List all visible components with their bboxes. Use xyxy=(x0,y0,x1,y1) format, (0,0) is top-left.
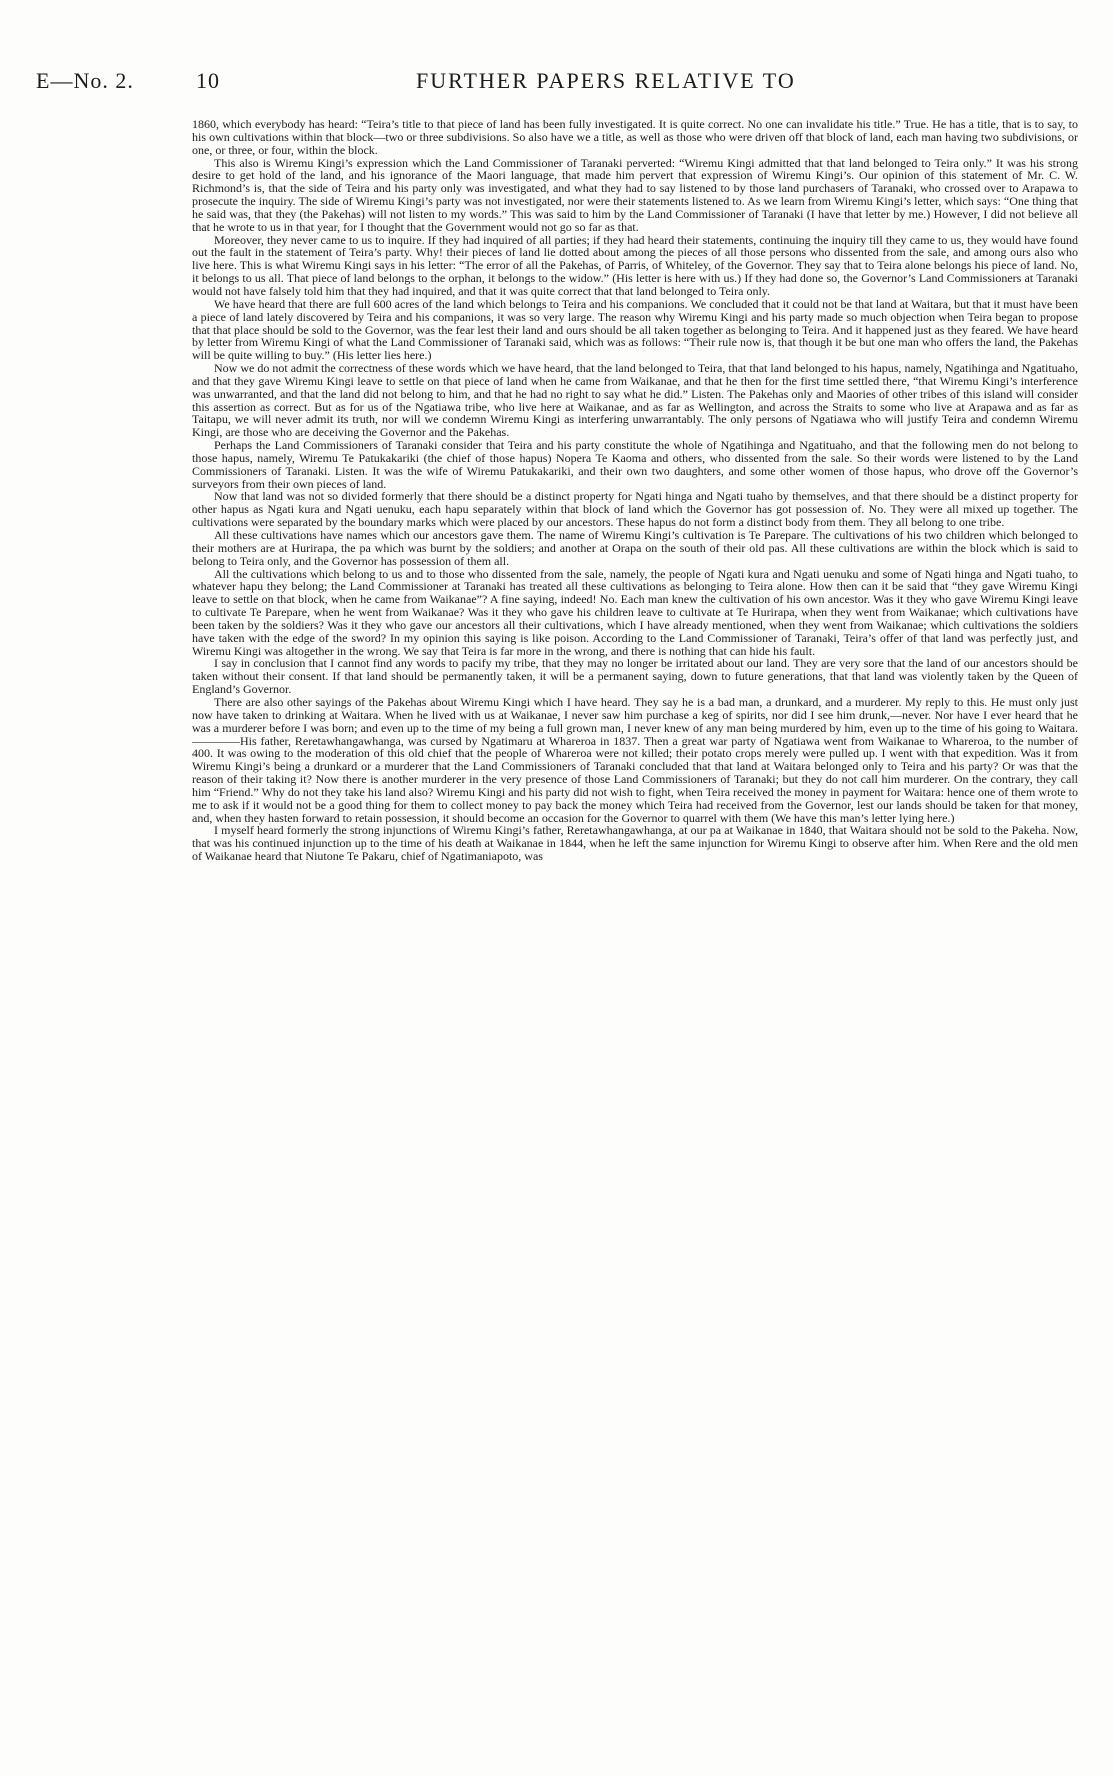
paragraph: 1860, which everybody has heard: “Teira’s title to that piece of land has been fully investigated. It is quite correct. No one can invalidate his title.” True. He has a title, that is to say, to his own cultivations within that block—two or three subdivisions. So also have we a title, as well as those who were driven off that block of land, each man having two subdivisions, or one, or three, or four, within the block. xyxy=(192,117,1078,157)
paragraph: We have heard that there are full 600 acres of the land which belongs to Teira and his companions. We concluded that it could not be that land at Waitara, but that it must have been a piece of land lately discovered by Teira and his companions, it was so very large. The reason why Wiremu Kingi and his party made so much objection when Teira began to propose that that place should be sold to the Governor, was the fear lest their land and ours should be all taken together as belonging to Teira. And it happened just as they feared. We have heard by letter from Wiremu Kingi of what the Land Commissioner of Taranaki said, which was as follows: “Their rule now is, that though it be but one man who offers the land, the Pakehas will be quite willing to buy.” (His letter lies here.) xyxy=(192,296,1078,363)
paragraph: Moreover, they never came to us to inquire. If they had inquired of all parties; if they had heard their statements, continuing the inquiry till they came to us, they would have found out the fault in the statement of Teira’s party. Why! their pieces of land lie dotted about among the pieces of all those persons who dissented from the sale, and among ours also who live here. This is what Wiremu Kingi says in his letter: “The error of all the Pakehas, of Parris, of Whiteley, of the Governor. They say that to Teira alone belongs his piece of land. No, it belongs to us all. That piece of land belongs to the orphan, it belongs to the widow.” (His letter is here with us.) If they had done so, the Governor’s Land Commissioners at Taranaki would not have falsely told him that they had inquired, and that it was quite correct that that land belonged to Teira only. xyxy=(192,232,1078,298)
paragraph: All these cultivations have names which our ancestors gave them. The name of Wiremu Kingi’s cultivation is Te Parepare. The cultivations of his two children which belonged to their mothers are at Hurirapa, the pa which was burnt by the soldiers; and another at Orapa on the south of their old pas. All these cultivations are within the block which is said to belong to Teira only, and the Governor has possession of them all. xyxy=(192,528,1078,568)
page-header xyxy=(36,62,1076,102)
paragraph: Now that land was not so divided formerly that there should be a distinct property for Ngati hinga and Ngati tuaho by themselves, and that there should be a distinct property for other hapus as Ngati kura and Ngati uenuku, each hapu separately within that block of land which the Governor has got possession of. No. They were all mixed up together. The cultivations were separated by the boundary marks which were placed by our ancestors. These hapus do not form a distinct body from them. They all belong to one tribe. xyxy=(192,489,1078,530)
session-paper-number: E—No. 2. xyxy=(36,68,134,93)
paragraph: This also is Wiremu Kingi’s expression which the Land Commissioner of Taranaki perverted: “Wiremu Kingi admitted that that land belonged to Teira only.” It was his strong desire to get hold of the land, and his ignorance of the Maori language, that made him pervert that expression of Wiremu Kingi’s. Our opinion of this statement of Mr. C. W. Richmond’s is, that the side of Teira and his party only was investigated, and what they had to say listened to by those land purchasers of Taranaki, who crossed over to Arapawa to prosecute the inquiry. The side of Wiremu Kingi’s party was not investigated, nor were their statements listened to. As we learn from Wiremu Kingi’s letter, which says: “One thing that he said was, that they (the Pakehas) will not listen to my words.” This was said to him by the Land Commissioner of Taranaki (I have that letter by me.) However, I did not believe all that he wrote to us in that year, for I thought that the Government would not go so far as that. xyxy=(192,155,1078,234)
paragraph: There are also other sayings of the Pakehas about Wiremu Kingi which I have heard. They say he is a bad man, a drunkard, and a murderer. My reply to this. He must only just now have taken to drinking at Waitara. When he lived with us at Waikanae, I never saw him purchase a keg of spirits, nor did I see him drunk,—never. Nor have I ever heard that he was a murderer before I was born; and even up to the time of my being a full grown man, I never knew of any man being murdered by him, even up to the time of his going to Waitara.————His father, Reretawhangawhanga, was cursed by Ngatimaru at Whareroa in 1837. Then a great war party of Ngatiawa went from Waikanae to Whareroa, to the number of 400. It was owing to the moderation of this old chief that the people of Whareroa were not killed; their potato crops merely were pulled up. I went with that expedition. Was it from Wiremu Kingi’s being a drunkard or a murderer that the Land Commissioners of Taranaki concluded that that land at Waitara belonged only to Teira and his party? Or was that the reason of their taking it? Now there is another murderer in the very presence of those Land Commissioners of Taranaki; but they do not call him murderer. On the contrary, they call him “Friend.” Why do not they take his land also? Wiremu Kingi and his party did not wish to fight, when Teira received the money in payment for Waitara: hence one of them wrote to me to ask if it would not be a good thing for them to collect money to pay back the money which Teira had received from the Governor, lest our lands should be taken for that money, and, when they hasten forward to retain possession, it should become an occasion for the Governor to quarrel with them (We have this man’s letter lying here.) xyxy=(192,694,1078,825)
paragraph: Now we do not admit the correctness of these words which we have heard, that the land belonged to Teira, that that land belonged to his hapus, namely, Ngatihinga and Ngatituaho, and that they gave Wiremu Kingi leave to settle on that piece of land when he came from Waikanae, and that he then for the first time settled there, “that Wiremu Kingi’s interference was unwarranted, and that the land did not belong to him, and that he had no right to say what he did.” Listen. The Pakehas only and Maories of other tribes of this island will consider this assertion as correct. But as for us of the Ngatiawa tribe, who live here at Waikanae, and as far as Wellington, and across the Straits to some who live at Arapawa and as far as Taitapu, we will never admit its truth, nor will we condemn Wiremu Kingi as interfering unwarrantably. The only persons of Ngatiawa who will justify Teira and condemn Wiremu Kingi, are those who are deceiving the Governor and the Pakehas. xyxy=(192,361,1078,440)
paragraph: I myself heard formerly the strong injunctions of Wiremu Kingi’s father, Reretawhangawhanga, at our pa at Waikanae in 1840, that Waitara should not be sold to the Pakeha. Now, that was his continued injunction up to the time of his death at Waikanae in 1844, when he left the same injunction for Wiremu Kingi to observe after him. When Rere and the old men of Waikanae heard that Niutone Te Pakaru, chief of Ngatimaniapoto, was xyxy=(192,823,1078,864)
paragraph: Perhaps the Land Commissioners of Taranaki consider that Teira and his party constitute the whole of Ngatihinga and Ngatituaho, and that the following men do not belong to those hapus, namely, Wiremu Te Patukakariki (the chief of those hapus) Nopera Te Kaoma and others, who dissented from the sale. So their words were listened to by the Land Commissioners of Taranaki. Listen. It was the wife of Wiremu Patukakariki, and their own two daughters, and some other women of those hapus, who drove off the Governor’s surveyors from their own pieces of land. xyxy=(192,438,1078,491)
paragraph: All the cultivations which belong to us and to those who dissented from the sale, namely, the people of Ngati kura and Ngati uenuku and some of Ngati hinga and Ngati tuaho, to whatever hapu they belong; the Land Commissioner at Taranaki has treated all these cultivations as belonging to Teira alone. How then can it be said that “they gave Wiremu Kingi leave to settle on that block, when he came from Waikanae”? A fine saying, indeed! No. Each man knew the cultivation of his own ancestor. Was it they who gave Wiremu Kingi leave to cultivate Te Parepare, when he went from Waikanae? Was it they who gave his children leave to cultivate at Te Hurirapa, when they went from Waikanae; which cultivations have been taken by the soldiers? Was it they who gave our ancestors all their cultivations, which I have already mentioned, when they went from Waikanae; which cultivations the soldiers have taken with the edge of the sword? In my opinion this saying is like poison. According to the Land Commissioner of Taranaki, Teira’s offer of that land was perfectly just, and Wiremu Kingi was altogether in the wrong. We say that Teira is far more in the wrong, and there is nothing that can hide his fault. xyxy=(192,566,1078,658)
paragraph: I say in conclusion that I cannot find any words to pacify my tribe, that they may no longer be irritated about our land. They are very sore that the land of our ancestors should be taken without their consent. If that land should be permanently taken, it will be a permanent saying, down to future generations, that that land was violently taken by the Queen of England’s Governor. xyxy=(192,656,1078,697)
body-text xyxy=(192,118,1078,863)
page-number: 10 xyxy=(196,68,220,93)
running-title: FURTHER PAPERS RELATIVE TO xyxy=(416,68,796,93)
